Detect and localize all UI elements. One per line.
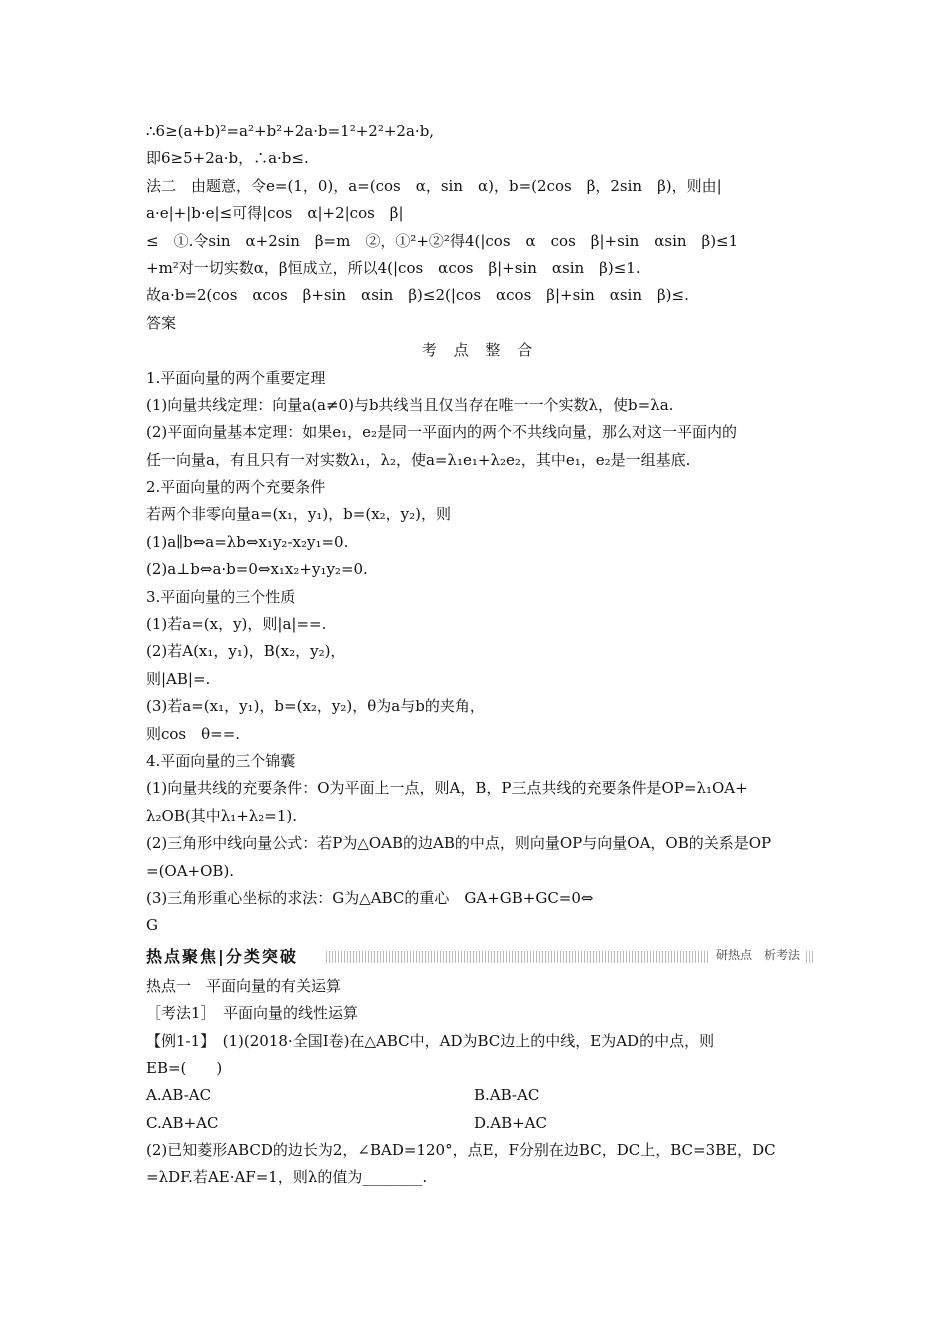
text-line: (2)平面向量基本定理：如果e₁，e₂是同一平面内的两个不共线向量，那么对这一平面内的 (146, 423, 738, 442)
options-row (146, 1082, 814, 1109)
text-line: (1)a∥b⇔a=λb⇔x₁y₂-x₂y₁=0. (146, 532, 349, 551)
text-line: EB=( ) (146, 1058, 223, 1077)
text-line: 1.平面向量的两个重要定理 (146, 368, 326, 387)
text-line: (2)若A(x₁，y₁)，B(x₂，y₂)， (146, 642, 346, 661)
text-line: =λDF.若AE·AF=1，则λ的值为________. (146, 1168, 428, 1187)
text-line: 若两个非零向量a=(x₁，y₁)，b=(x₂，y₂)，则 (146, 505, 452, 524)
options-row (146, 1110, 814, 1137)
document-page (146, 118, 814, 1192)
text-line: ∴6≥(a+b)²=a²+b²+2a·b=1²+2²+2a·b, (146, 122, 435, 140)
text-line: G (146, 916, 158, 935)
text-line: 法二 由题意，令e=(1，0)，a=(cos α，sin α)，b=(2cos β，2sin β)，则由| (146, 176, 722, 195)
text-line: (1)向量共线的充要条件：O为平面上一点，则A，B，P三点共线的充要条件是OP=λ₁OA+ (146, 779, 748, 798)
text-line: 热点一 平面向量的有关运算 (146, 976, 342, 995)
option-b: B.AB-AC (474, 1086, 540, 1105)
text-line: 3.平面向量的三个性质 (146, 587, 296, 606)
example-block (146, 973, 814, 1192)
text-line: ≤ ①.令sin α+2sin β=m ②，①²+②²得4(|cos α cos β|+sin αsin β)≤1 (146, 231, 739, 250)
text-line: (2)三角形中线向量公式：若P为△OAB的边AB的中点，则向量OP与向量OA，OB的关系是OP (146, 834, 772, 853)
text-line: 故a·b=2(cos αcos β+sin αsin β)≤2(|cos αcos β|+sin αsin β)≤. (146, 286, 689, 305)
text-line: (2)已知菱形ABCD的边长为2，∠BAD=120°，点E，F分别在边BC，DC上，BC=3BE，DC (146, 1141, 776, 1160)
key-points-block (146, 365, 814, 940)
section-banner (146, 944, 814, 971)
text-line: =(OA+OB). (146, 861, 235, 880)
text-line: 即6≥5+2a·b，∴a·b≤. (146, 149, 309, 168)
answer-label: 答案 (146, 313, 177, 332)
banner-tag: 研热点 析考法 (710, 946, 806, 963)
text-line: 任一向量a，有且只有一对实数λ₁，λ₂，使a=λ₁e₁+λ₂e₂，其中e₁，e₂是一组基底. (146, 450, 691, 469)
text-line: (2)a⊥b⇔a·b=0⇔x₁x₂+y₁y₂=0. (146, 560, 368, 579)
text-line: ［考法1］ 平面向量的线性运算 (146, 1004, 359, 1023)
text-line: λ₂OB(其中λ₁+λ₂=1). (146, 806, 298, 825)
option-c: C.AB+AC (146, 1113, 219, 1132)
solution-block (146, 118, 814, 337)
text-line: (1)若a=(x，y)，则|a|==. (146, 615, 327, 634)
text-line: (1)向量共线定理：向量a(a≠0)与b共线当且仅当存在唯一一个实数λ，使b=λa. (146, 395, 674, 414)
section-heading: 考 点 整 合 (421, 341, 539, 360)
text-line: 则cos θ==. (146, 724, 241, 743)
text-line: 2.平面向量的两个充要条件 (146, 478, 326, 497)
option-d: D.AB+AC (474, 1113, 547, 1132)
text-line: 则|AB|=. (146, 669, 211, 688)
text-line: 【例1-1】 (1)(2018·全国Ⅰ卷)在△ABC中，AD为BC边上的中线，E为AD的中点，则 (146, 1031, 715, 1050)
banner-title: 热点聚焦|分类突破 (146, 947, 304, 966)
option-a: A.AB-AC (146, 1086, 212, 1105)
text-line: a·e|+|b·e|≤可得|cos α|+2|cos β| (146, 204, 404, 223)
text-line: +m²对一切实数α，β恒成立，所以4(|cos αcos β|+sin αsin β)≤1. (146, 258, 641, 277)
text-line: (3)若a=(x₁，y₁)，b=(x₂，y₂)，θ为a与b的夹角， (146, 697, 485, 716)
text-line: (3)三角形重心坐标的求法：G为△ABC的重心 GA+GB+GC=0⇔ (146, 888, 594, 907)
text-line: 4.平面向量的三个锦囊 (146, 751, 296, 770)
